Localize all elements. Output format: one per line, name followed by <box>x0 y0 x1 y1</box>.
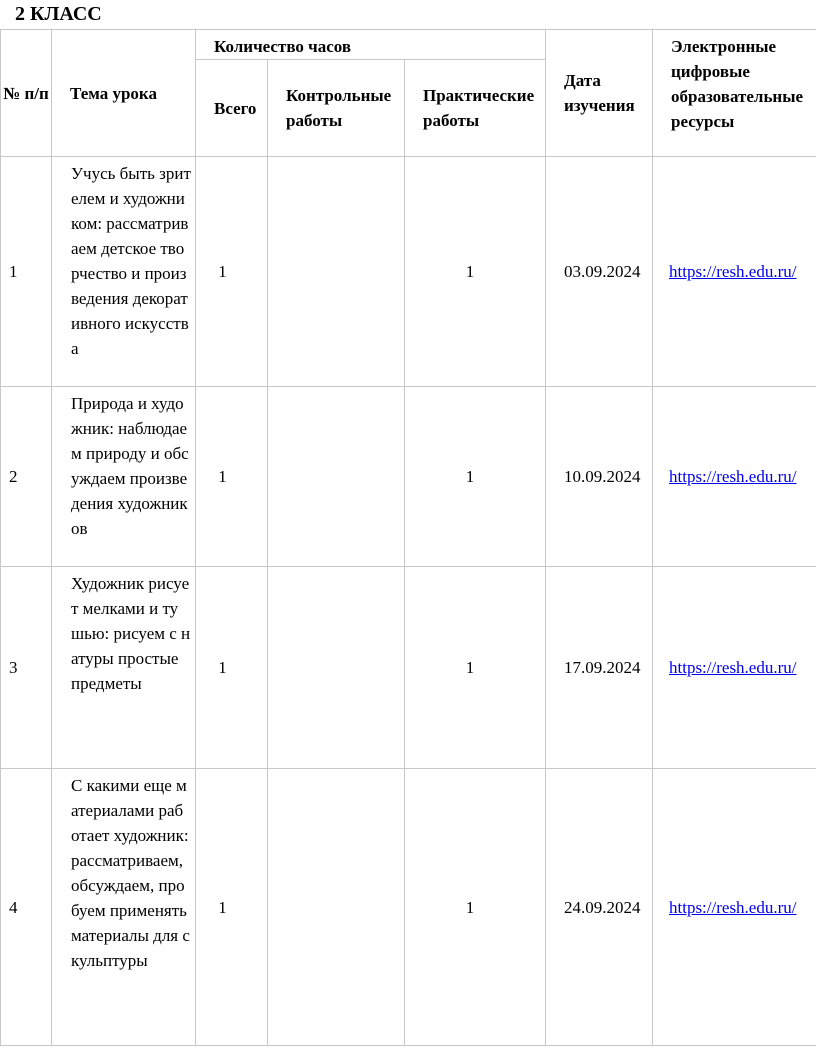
row-date: 10.09.2024 <box>546 387 653 567</box>
row-date: 03.09.2024 <box>546 157 653 387</box>
header-hours: Количество часов <box>196 30 546 60</box>
resource-link[interactable]: https://resh.edu.ru/ <box>669 262 797 281</box>
row-resource <box>653 567 816 769</box>
row-date: 24.09.2024 <box>546 769 653 1046</box>
row-total: 1 <box>196 387 268 567</box>
row-practical: 1 <box>405 769 546 1046</box>
row-practical: 1 <box>405 567 546 769</box>
resource-link[interactable]: https://resh.edu.ru/ <box>669 467 797 486</box>
table-row <box>1 769 816 1046</box>
resource-link[interactable]: https://resh.edu.ru/ <box>669 658 797 677</box>
header-practical: Практические работы <box>405 60 546 157</box>
row-num: 2 <box>1 387 52 567</box>
row-practical: 1 <box>405 157 546 387</box>
table-row <box>1 157 816 387</box>
row-topic: Учусь быть зрителем и художником: рассматриваем детское творчество и произведения декоративного искусства <box>52 157 196 387</box>
header-resources: Электронные цифровые образовательные ресурсы <box>653 30 816 157</box>
row-total: 1 <box>196 567 268 769</box>
row-resource <box>653 387 816 567</box>
row-control <box>268 157 405 387</box>
page-title: 2 КЛАСС <box>15 3 102 25</box>
header-date: Дата изучения <box>546 30 653 157</box>
row-control <box>268 769 405 1046</box>
row-topic: С какими еще материалами работает художник: рассматриваем, обсуждаем, пробуем применять материалы для скульптуры <box>52 769 196 1046</box>
row-practical: 1 <box>405 387 546 567</box>
row-total: 1 <box>196 769 268 1046</box>
header-total: Всего <box>196 60 268 157</box>
header-topic: Тема урока <box>52 30 196 157</box>
row-num: 1 <box>1 157 52 387</box>
row-total: 1 <box>196 157 268 387</box>
table-row <box>1 567 816 769</box>
resource-link[interactable]: https://resh.edu.ru/ <box>669 897 797 917</box>
header-control: Контрольные работы <box>268 60 405 157</box>
row-resource <box>653 157 816 387</box>
table-row <box>1 387 816 567</box>
row-date: 17.09.2024 <box>546 567 653 769</box>
row-control <box>268 387 405 567</box>
lesson-plan-table <box>0 29 816 1046</box>
header-num: № п/п <box>1 30 52 157</box>
row-control <box>268 567 405 769</box>
row-num: 4 <box>1 769 52 1046</box>
row-topic: Художник рисует мелками и тушью: рисуем с натуры простые предметы <box>52 567 196 769</box>
row-num: 3 <box>1 567 52 769</box>
row-resource <box>653 769 816 1046</box>
row-topic: Природа и художник: наблюдаем природу и обсуждаем произведения художников <box>52 387 196 567</box>
